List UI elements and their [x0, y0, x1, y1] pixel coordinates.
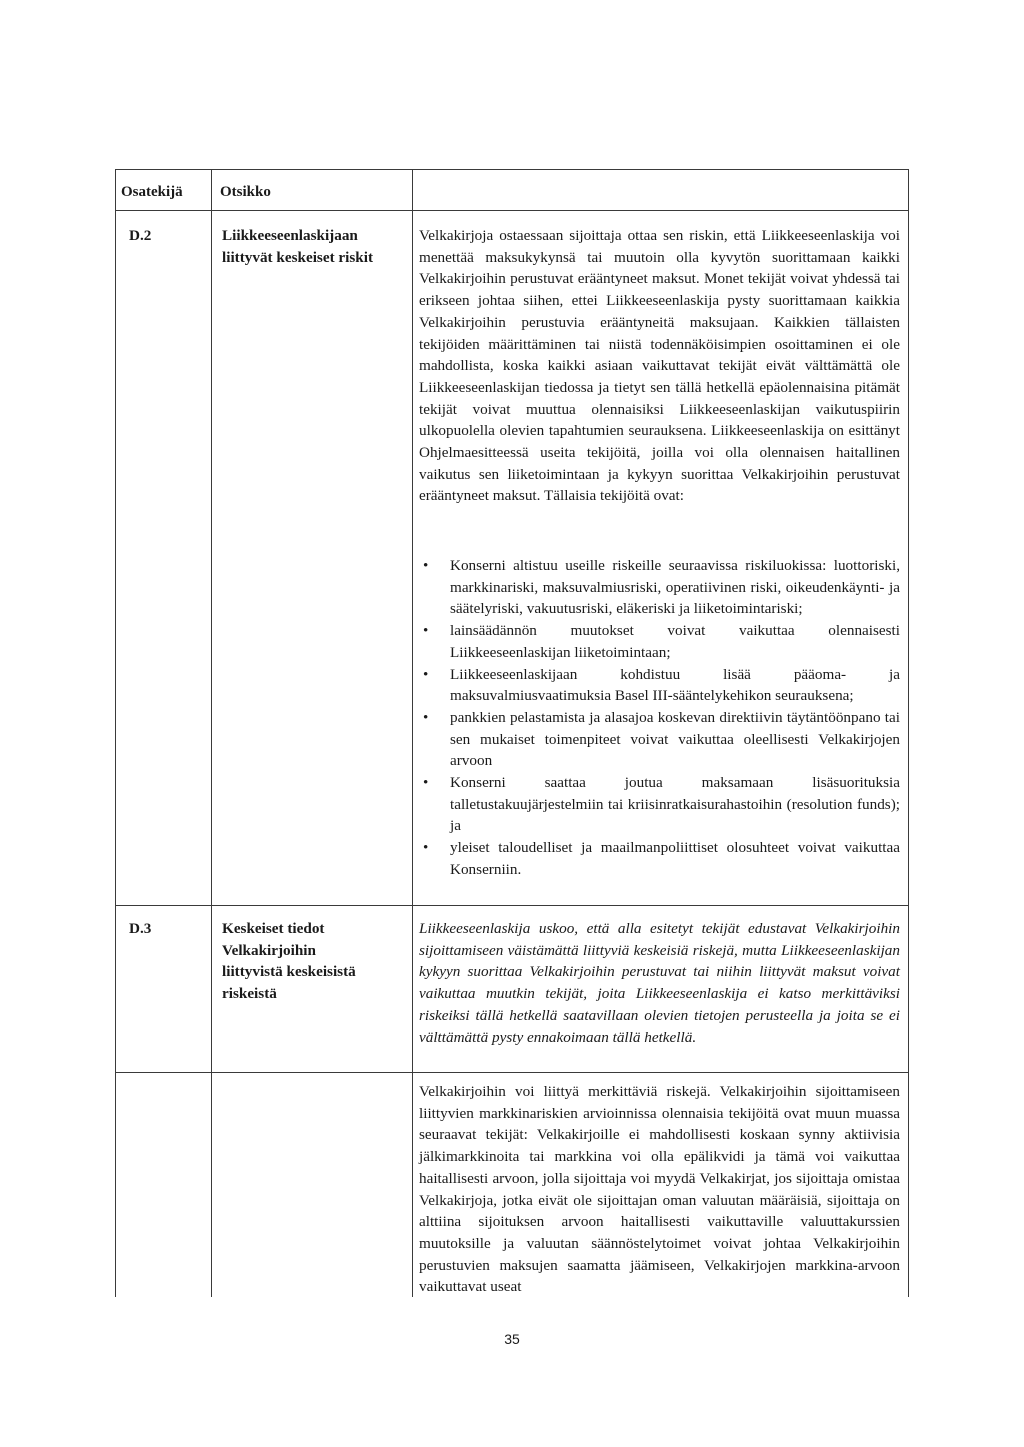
list-item — [419, 620, 900, 663]
header-col-osatekija: Osatekijä — [121, 184, 183, 200]
bullet-icon: • — [423, 839, 429, 857]
column-divider-2 — [412, 169, 413, 1297]
row-d2-paragraph: Velkakirjoja ostaessaan sijoittaja ottaa sen riskin, että Liikkeeseenlaskija voi menettää maksukykynsä tai muutoin olla kyvytön suorittamaan kaikki Velkakirjoihin perustuvat erääntyneet maksut. Monet tekijät voivat yhdessä tai erikseen johtaa siihen, ettei Liikkeeseenlaskija pysty suorittamaan kaikkia Velkakirjoihin perustuvia erääntyneitä maksujaan. Kaikkien tällaisten tekijöiden määrittäminen tai niistä todennäköisimpien osoittaminen ei ole mahdollista, koska kaikki asiaan vaikuttavat tekijät eivät välttämättä ole Liikkeeseenlaskijan tiedossa ja tietyt sen tällä hetkellä epäolennaisina pitämät tekijät voivat muuttua olennaisiksi Liikkeeseenlaskijan vaikutuspiirin ulkopuolella olevien tapahtumien seurauksena. Liikkeeseenlaskija on esittänyt Ohjelmaesitteessä useita tekijöitä, joilla voi olla olennaisen haitallinen vaikutus sen liiketoimintaan ja kykyyn suorittaa Velkakirjoihin perustuvat erääntyneet maksut. Tällaisia tekijöitä ovat: — [419, 227, 900, 505]
row-d2-bullet-list — [419, 555, 900, 881]
list-item-text: Liikkeeseenlaskijaan kohdistuu lisää pääoma- ja maksuvalmiusvaatimuksia Basel III-sääntelykehikon seurauksena; — [450, 665, 900, 705]
bullet-icon: • — [423, 622, 429, 640]
page-number: 35 — [504, 1331, 520, 1347]
list-item — [419, 707, 900, 772]
column-divider-1 — [211, 169, 212, 1297]
list-item-text: yleiset taloudelliset ja maailmanpoliittiset olosuhteet voivat vaikuttaa Konserniin. — [450, 839, 900, 878]
row-d3-title: Keskeiset tiedot Velkakirjoihin liittyvistä keskeisistä riskeistä — [222, 920, 356, 1003]
list-item-text: Konserni altistuu useille riskeille seuraavissa riskiluokissa: luottoriski, markkinariski, maksuvalmiusriski, operatiivinen riski, oikeudenkäynti- ja säätelyriski, vakuutusriski, eläkeriski ja liiketoimintariski; — [450, 557, 900, 618]
row-d2-id: D.2 — [129, 227, 152, 244]
list-item-text: pankkien pelastamista ja alasajoa koskevan direktiivin täytäntöönpano tai sen mukaiset toimenpiteet voivat vaikuttaa oleellisesti Velkakirjojen arvoon — [450, 708, 900, 770]
list-item — [419, 837, 900, 880]
list-item — [419, 664, 900, 707]
list-item — [419, 772, 900, 837]
header-col-otsikko: Otsikko — [220, 184, 271, 200]
row-continuation-paragraph: Velkakirjoihin voi liittyä merkittäviä riskejä. Velkakirjoihin sijoittamiseen liittyvien markkinariskien arvioinnissa olennaisia tekijöitä ovat muun muassa seuraavat tekijät: Velkakirjoille ei mahdollisesti koskaan synny aktiivisia jälkimarkkinoita tai markkina voi olla epälikvidi ja tämä voi vaikuttaa haitallisesti arvoon, jolla sijoittaja voi myydä Velkakirjat, jos sijoittaja omistaa Velkakirjoja, jotka eivät ole sijoittajan oman valuutan määräisiä, sijoittaja on alttiina sijoituksen arvoon haitallisesti vaikuttaville valuuttakurssien muutoksille ja valuutan säännöstelytoimet voivat johtaa Velkakirjoihin perustuvien maksujen saamatta jäämiseen, Velkakirjojen markkina-arvoon vaikuttavat useat — [419, 1083, 900, 1296]
bullet-icon: • — [423, 708, 429, 726]
bullet-icon: • — [423, 557, 429, 574]
header-bottom-border — [115, 210, 908, 211]
list-item — [419, 555, 900, 620]
table-top-border — [115, 169, 908, 170]
list-item-text: Konserni saattaa joutua maksamaan lisäsuorituksia talletustakuujärjestelmiin tai kriisinratkaisurahastoihin (resolution funds); ja — [450, 774, 900, 835]
list-item-text: lainsäädännön muutokset voivat vaikuttaa olennaisesti Liikkeeseenlaskijan liiketoimintaan; — [450, 622, 900, 661]
row-separator-d2 — [115, 905, 908, 906]
bullet-icon: • — [423, 665, 429, 683]
row-d2-title: Liikkeeseenlaskijaan liittyvät keskeiset riskit — [222, 227, 374, 266]
row-d3-italic-paragraph: Liikkeeseenlaskija uskoo, että alla esitetyt tekijät edustavat Velkakirjoihin sijoittamiseen väistämättä liittyviä keskeisiä riskejä, mutta Liikkeeseenlaskijan kykyyn suorittaa Velkakirjoihin perustuvat tai niihin liittyvät maksut voivat vaikuttaa muutkin tekijät, joita Liikkeeseenlaskija ei katso merkittäviksi riskeiksi tällä hetkellä saatavillaan olevien tietojen perusteella ja joita se ei välttämättä pysty ennakoimaan tällä hetkellä. — [419, 920, 900, 1046]
row-d3-id: D.3 — [129, 920, 152, 937]
table-left-border — [115, 169, 116, 1297]
table-right-border — [908, 169, 909, 1297]
bullet-icon: • — [423, 774, 429, 792]
row-separator-d3 — [115, 1072, 908, 1073]
